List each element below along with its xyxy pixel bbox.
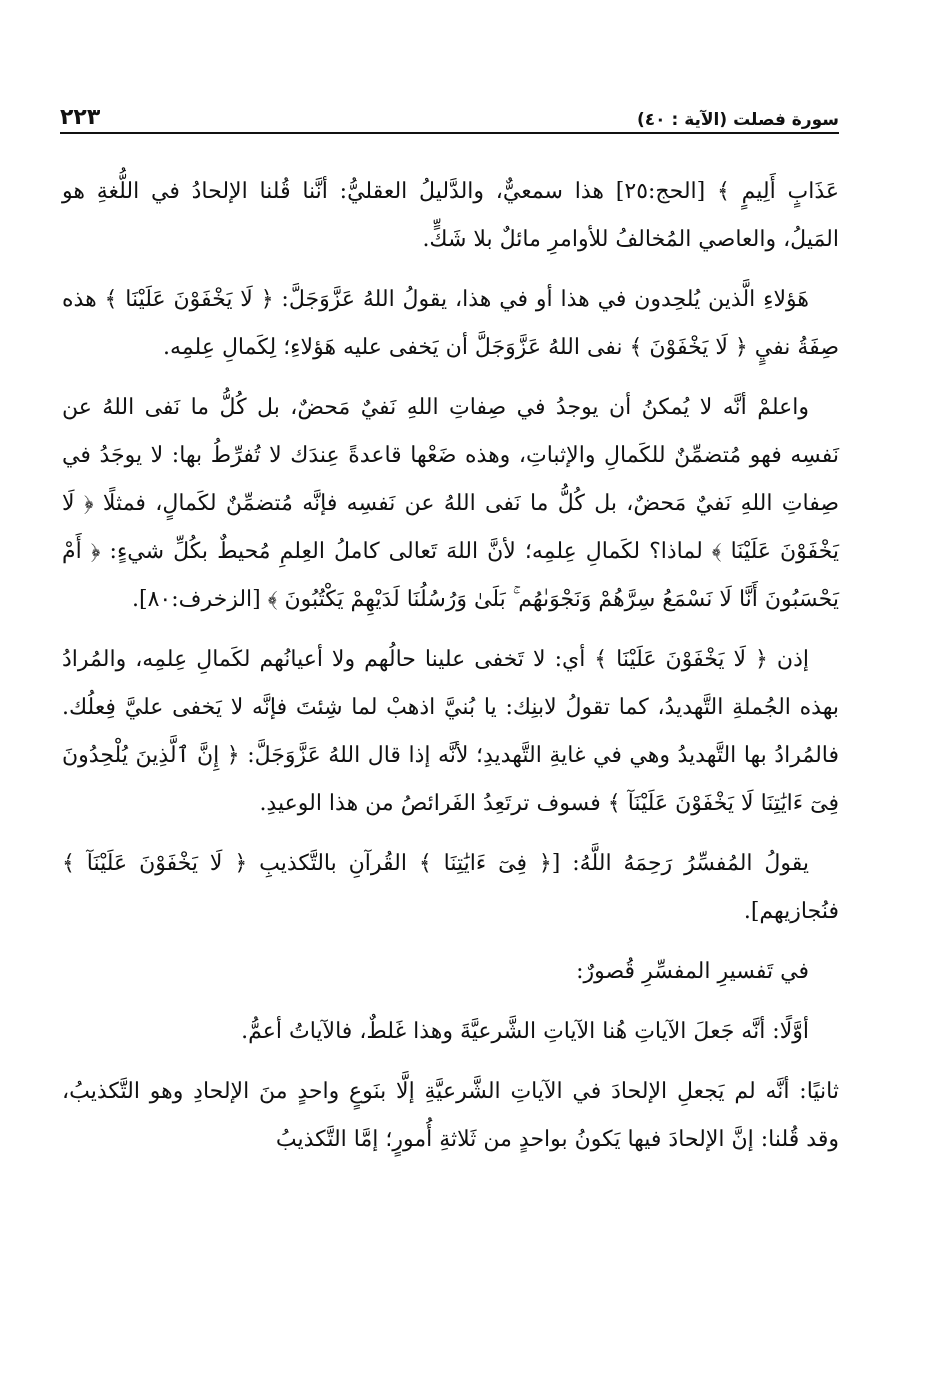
page-header bbox=[60, 96, 839, 130]
paragraph-3: واعلمْ أنَّه لا يُمكنُ أن يوجدُ في صِفاتِ اللهِ نَفيٌ مَحضٌ، بل كُلُّ ما نَفى اللهُ عن نَفسِه فهو مُتضمِّنٌ للكَمالِ والإثباتِ، وهذه ضَعْها قاعدةً عِندَك لا تُفرِّطُ بها: لا يوجَدُ في صِفاتِ اللهِ نَفيٌ مَحضٌ، بل كُلُّ ما نَفى اللهُ عن نَفسِه فإنَّه مُتضمِّنٌ لكَمالٍ، فمثلًا ﴿ لَا يَخْفَوْنَ عَلَيْنَا ﴾ لماذا؟ لكَمالِ عِلمِه؛ لأنَّ اللهَ تَعالى كاملُ العِلمِ مُحيطٌ بكُلِّ شيءٍ: ﴿ أَمْ يَحْسَبُونَ أَنَّا لَا نَسْمَعُ سِرَّهُمْ وَنَجْوَىٰهُم ۚ بَلَىٰ وَرُسُلُنَا لَدَيْهِمْ يَكْتُبُونَ ﴾ [الزخرف:٨٠]. bbox=[62, 395, 839, 612]
paragraph-8: ثانيًا: أنَّه لم يَجعلِ الإلحادَ في الآياتِ الشَّرعيَّةِ إلَّا بنَوعٍ واحدٍ منَ الإلحادِ وهو التَّكذيبُ، وقد قُلنا: إنَّ الإلحادَ فيها يَكونُ بواحدٍ من ثَلاثةِ أُمورٍ؛ إمَّا التَّكذيبُ bbox=[62, 1079, 839, 1152]
paragraph-4: إذن ﴿ لَا يَخْفَوْنَ عَلَيْنَا ﴾ أي: لا تَخفى علينا حالُهم ولا أعيانُهم لكَمالِ عِلمِه، والمُرادُ بهذه الجُملةِ التَّهديدُ، كما تقولُ لابنِك: يا بُنيَّ اذهبْ لما شِئتَ فإنَّه لا يَخفى عليَّ فِعلُك. فالمُرادُ بها التَّهديدُ وهي في غايةِ التَّهديدِ؛ لأنَّه إذا قال اللهُ عَزَّوَجَلَّ: ﴿ إِنَّ ٱلَّذِينَ يُلْحِدُونَ فِىٓ ءَايَٰتِنَا لَا يَخْفَوْنَ عَلَيْنَآ ﴾ فسوف ترتَعِدُ الفَرائصُ من هذا الوعيدِ. bbox=[62, 647, 839, 816]
header-divider bbox=[60, 132, 839, 134]
surah-title: سورة فصلت (الآية : ٤٠) bbox=[637, 110, 839, 130]
page-body bbox=[62, 168, 839, 1176]
paragraph-2: هَؤلاءِ الَّذين يُلحِدون في هذا أو في هذا، يقولُ اللهُ عَزَّوَجَلَّ: ﴿ لَا يَخْفَوْنَ عَلَيْنَا ﴾ هذه صِفَةُ نفيٍ ﴿ لَا يَخْفَوْنَ ﴾ نفى اللهُ عَزَّوَجَلَّ أن يَخفى عليه هَؤلاءِ؛ لِكَمالِ عِلمِه. bbox=[62, 287, 839, 360]
paragraph-6: في تَفسيرِ المفسِّرِ قُصورٌ: bbox=[576, 959, 809, 984]
paragraph-5: يقولُ المُفسِّرُ رَحِمَهُ اللَّهُ: [﴿ فِىٓ ءَايَٰتِنَا ﴾ القُرآنِ بالتَّكذيبِ ﴿ لَا يَخْفَوْنَ عَلَيْنَآ ﴾ فنُجازيهم]. bbox=[62, 851, 839, 924]
paragraph-7: أوَّلًا: أنَّه جَعلَ الآياتِ هُنا الآياتِ الشَّرعيَّةَ وهذا غَلطٌ، فالآياتُ أعمُّ. bbox=[241, 1019, 809, 1044]
paragraph-1: عَذَابٍ أَلِيمٍ ﴾ [الحج:٢٥] هذا سمعيٌّ، والدَّليلُ العقليُّ: أنَّنا قُلنا الإلحادُ في اللُّغةِ هو المَيلُ، والعاصي المُخالفُ للأوامرِ مائلٌ بلا شَكٍّ. bbox=[62, 179, 840, 252]
page-number: ٢٢٣ bbox=[60, 105, 101, 130]
